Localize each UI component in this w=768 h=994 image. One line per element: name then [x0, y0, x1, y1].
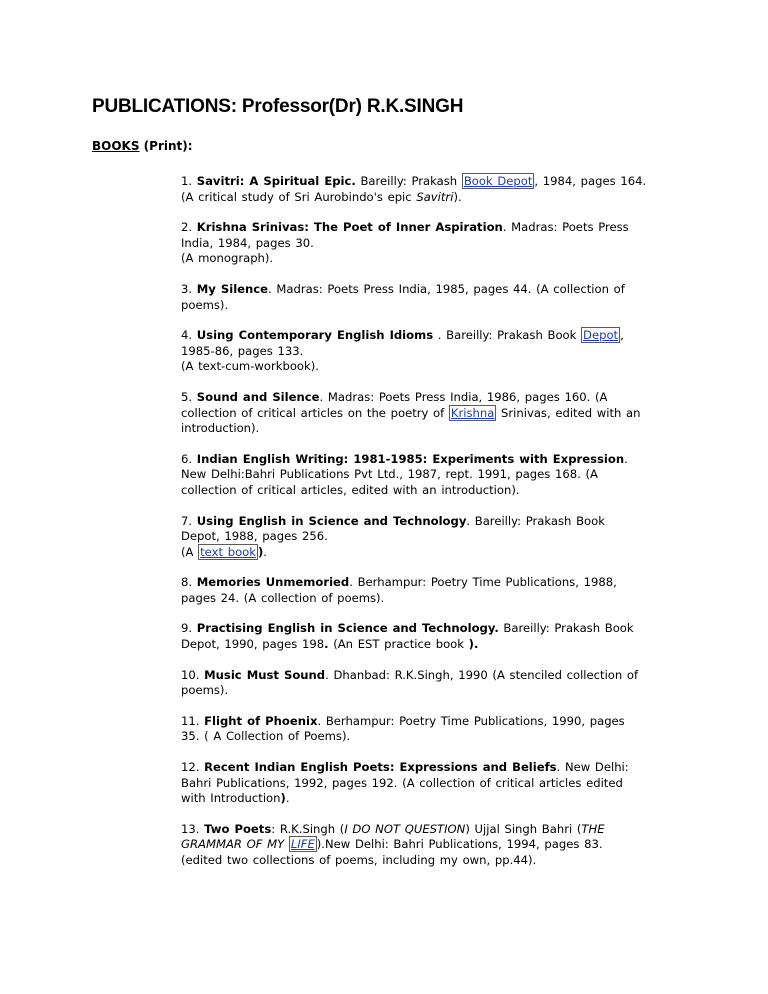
entry-text: Depot, 1988, pages 256.: [181, 529, 328, 544]
entry-text: . Madras: Poets Press: [502, 220, 629, 235]
entry-text: ).: [453, 189, 462, 204]
entry-line: [181, 760, 681, 776]
entry-text: 12.: [181, 760, 205, 775]
entry-line: [181, 683, 681, 699]
entry-line: [181, 406, 681, 422]
entry-text: (edited two collections of poems, including my own, pp.44).: [181, 853, 537, 867]
entry-text: with Introduction: [181, 791, 281, 806]
entry-line: [181, 791, 681, 807]
entry-text: ) Ujjal Singh Bahri (: [465, 821, 582, 836]
entry-line: [181, 483, 681, 499]
publication-entry: [181, 220, 681, 267]
entry-line: [181, 390, 681, 406]
publication-entry: [181, 760, 681, 807]
entry-text: Bahri Publications, 1992, pages 192. (A collection of critical articles edited: [181, 775, 623, 790]
publication-entry: [181, 514, 681, 561]
entry-text: , 1984, pages 164.: [534, 174, 647, 188]
entry-text: . New Delhi:: [556, 760, 629, 775]
entry-text: . Madras: Poets Press India, 1986, pages 160. (A: [319, 389, 608, 404]
hyperlink[interactable]: text book: [200, 544, 256, 559]
entry-text: I DO NOT QUESTION: [344, 821, 466, 836]
publication-entry: [181, 668, 681, 699]
entry-line: [181, 328, 681, 344]
entry-line: [181, 421, 681, 437]
publication-entry: [181, 822, 681, 869]
publication-entry: [181, 174, 681, 205]
entry-text: Depot, 1990, pages 198: [181, 637, 325, 652]
hyperlink[interactable]: Krishna: [450, 405, 495, 420]
publication-entry: [181, 282, 681, 313]
entry-text: . Bareilly: Prakash Book: [466, 513, 605, 528]
entry-title-text: Indian English Writing: 1981-1985: Experiments with Expression: [196, 451, 625, 466]
entry-title-text: Flight of Phoenix: [204, 713, 318, 728]
entry-line: [181, 822, 681, 838]
entry-title-text: Using Contemporary English Idioms: [196, 328, 434, 343]
publication-entry: [181, 452, 681, 499]
entry-text: poems).: [181, 683, 229, 698]
entry-text: .: [285, 791, 290, 806]
entry-text: . Bareilly: Prakash Book: [433, 328, 582, 343]
entry-line: [181, 220, 681, 236]
entry-line: [181, 467, 681, 483]
entry-text: Srinivas, edited with an: [496, 405, 641, 420]
section-label: BOOKS: [92, 139, 140, 153]
entry-text: : R.K.Singh (: [271, 821, 345, 836]
entry-title-text: Two Poets: [204, 821, 272, 836]
entry-line: [181, 621, 681, 637]
entry-title-text: ).: [468, 637, 479, 652]
entry-line: [181, 298, 681, 314]
entry-text: . Madras: Poets Press India, 1985, pages 44. (A collection of: [268, 281, 625, 296]
entry-text: 9.: [181, 621, 197, 636]
entry-line: [181, 529, 681, 545]
entry-text: 2.: [181, 220, 197, 235]
entry-text: Bareilly: Prakash: [355, 174, 462, 188]
entry-text: 10.: [181, 667, 205, 682]
entry-line: [181, 545, 681, 561]
entry-title-text: Savitri: A Spiritual Epic.: [196, 174, 356, 188]
page-title: PUBLICATIONS: Professor(Dr) R.K.SINGH: [92, 96, 464, 117]
entry-title-text: Memories Unmemoried: [196, 575, 350, 590]
entry-line: [181, 236, 681, 252]
publication-entry: [181, 328, 681, 375]
publication-list: [181, 174, 681, 884]
entry-title-text: My Silence: [196, 281, 269, 296]
entry-text: ).New Delhi: Bahri Publications, 1994, pages 83.: [316, 837, 603, 852]
section-heading: [92, 139, 193, 153]
entry-text: 8.: [181, 575, 197, 590]
entry-text: 1.: [181, 174, 197, 188]
entry-text: .: [263, 544, 267, 559]
entry-text: 35. ( A Collection of Poems).: [181, 729, 351, 744]
entry-text: pages 24. (A collection of poems).: [181, 590, 385, 605]
entry-text: India, 1984, pages 30.: [181, 235, 314, 250]
entry-text: THE: [581, 821, 605, 836]
publication-entry: [181, 390, 681, 437]
entry-text: (A critical study of Sri Aurobindo's epic: [181, 189, 417, 204]
entry-text: (A text-cum-workbook).: [181, 359, 319, 374]
entry-text: poems).: [181, 297, 229, 312]
entry-title-text: Sound and Silence: [196, 389, 320, 404]
entry-text: introduction).: [181, 421, 260, 436]
entry-text: 1985-86, pages 133.: [181, 343, 304, 358]
entry-title-text: Recent Indian English Poets: Expressions and Beliefs: [204, 760, 557, 775]
entry-text: . Berhampur: Poetry Time Publications, 1988,: [349, 575, 617, 590]
entry-line: [181, 591, 681, 607]
entry-line: [181, 514, 681, 530]
entry-text: (An EST practice book: [328, 637, 469, 652]
hyperlink[interactable]: Book Depot: [463, 174, 533, 188]
entry-text: New Delhi:Bahri Publications Pvt Ltd., 1987, rept. 1991, pages 168. (A: [181, 467, 598, 482]
entry-line: [181, 452, 681, 468]
publication-entry: [181, 575, 681, 606]
entry-text: 5.: [181, 389, 197, 404]
entry-text: (A: [181, 544, 199, 559]
entry-text: . Dhanbad: R.K.Singh, 1990 (A stenciled collection of: [325, 667, 639, 682]
entry-text: Bareilly: Prakash Book: [498, 621, 634, 636]
entry-line: [181, 729, 681, 745]
entry-title-text: .: [324, 637, 329, 652]
entry-text: ,: [620, 328, 624, 343]
entry-text: GRAMMAR OF MY: [181, 837, 289, 852]
hyperlink[interactable]: Depot: [583, 328, 619, 343]
entry-text: Savitri: [416, 189, 454, 204]
entry-line: [181, 282, 681, 298]
entry-text: 6.: [181, 451, 197, 466]
entry-line: [181, 174, 681, 190]
entry-line: [181, 853, 681, 869]
entry-title-text: Practising English in Science and Technology.: [196, 621, 499, 636]
entry-line: [181, 359, 681, 375]
entry-line: [181, 776, 681, 792]
entry-line: [181, 575, 681, 591]
entry-text: (A monograph).: [181, 251, 274, 266]
entry-text: collection of critical articles, edited with an introduction).: [181, 482, 520, 497]
entry-line: [181, 668, 681, 684]
entry-text: 4.: [181, 328, 197, 343]
entry-text: 7.: [181, 513, 197, 528]
entry-line: [181, 344, 681, 360]
entry-text: 13.: [181, 821, 205, 836]
entry-line: [181, 190, 681, 206]
hyperlink[interactable]: LIFE: [290, 837, 315, 852]
entry-line: [181, 837, 681, 853]
entry-text: collection of critical articles on the poetry of: [181, 405, 449, 420]
publication-entry: [181, 714, 681, 745]
section-suffix: (Print):: [139, 139, 193, 153]
publication-entry: [181, 621, 681, 652]
entry-line: [181, 637, 681, 653]
entry-title-text: Music Must Sound: [204, 667, 326, 682]
entry-line: [181, 714, 681, 730]
entry-line: [181, 251, 681, 267]
entry-title-text: ): [257, 544, 264, 559]
entry-text: .: [624, 451, 628, 466]
entry-text: 3.: [181, 281, 197, 296]
entry-text: 11.: [181, 713, 205, 728]
entry-text: . Berhampur: Poetry Time Publications, 1990, pages: [317, 713, 625, 728]
entry-title-text: ): [280, 791, 286, 806]
entry-title-text: Using English in Science and Technology: [196, 513, 467, 528]
entry-title-text: Krishna Srinivas: The Poet of Inner Aspiration: [196, 220, 503, 235]
